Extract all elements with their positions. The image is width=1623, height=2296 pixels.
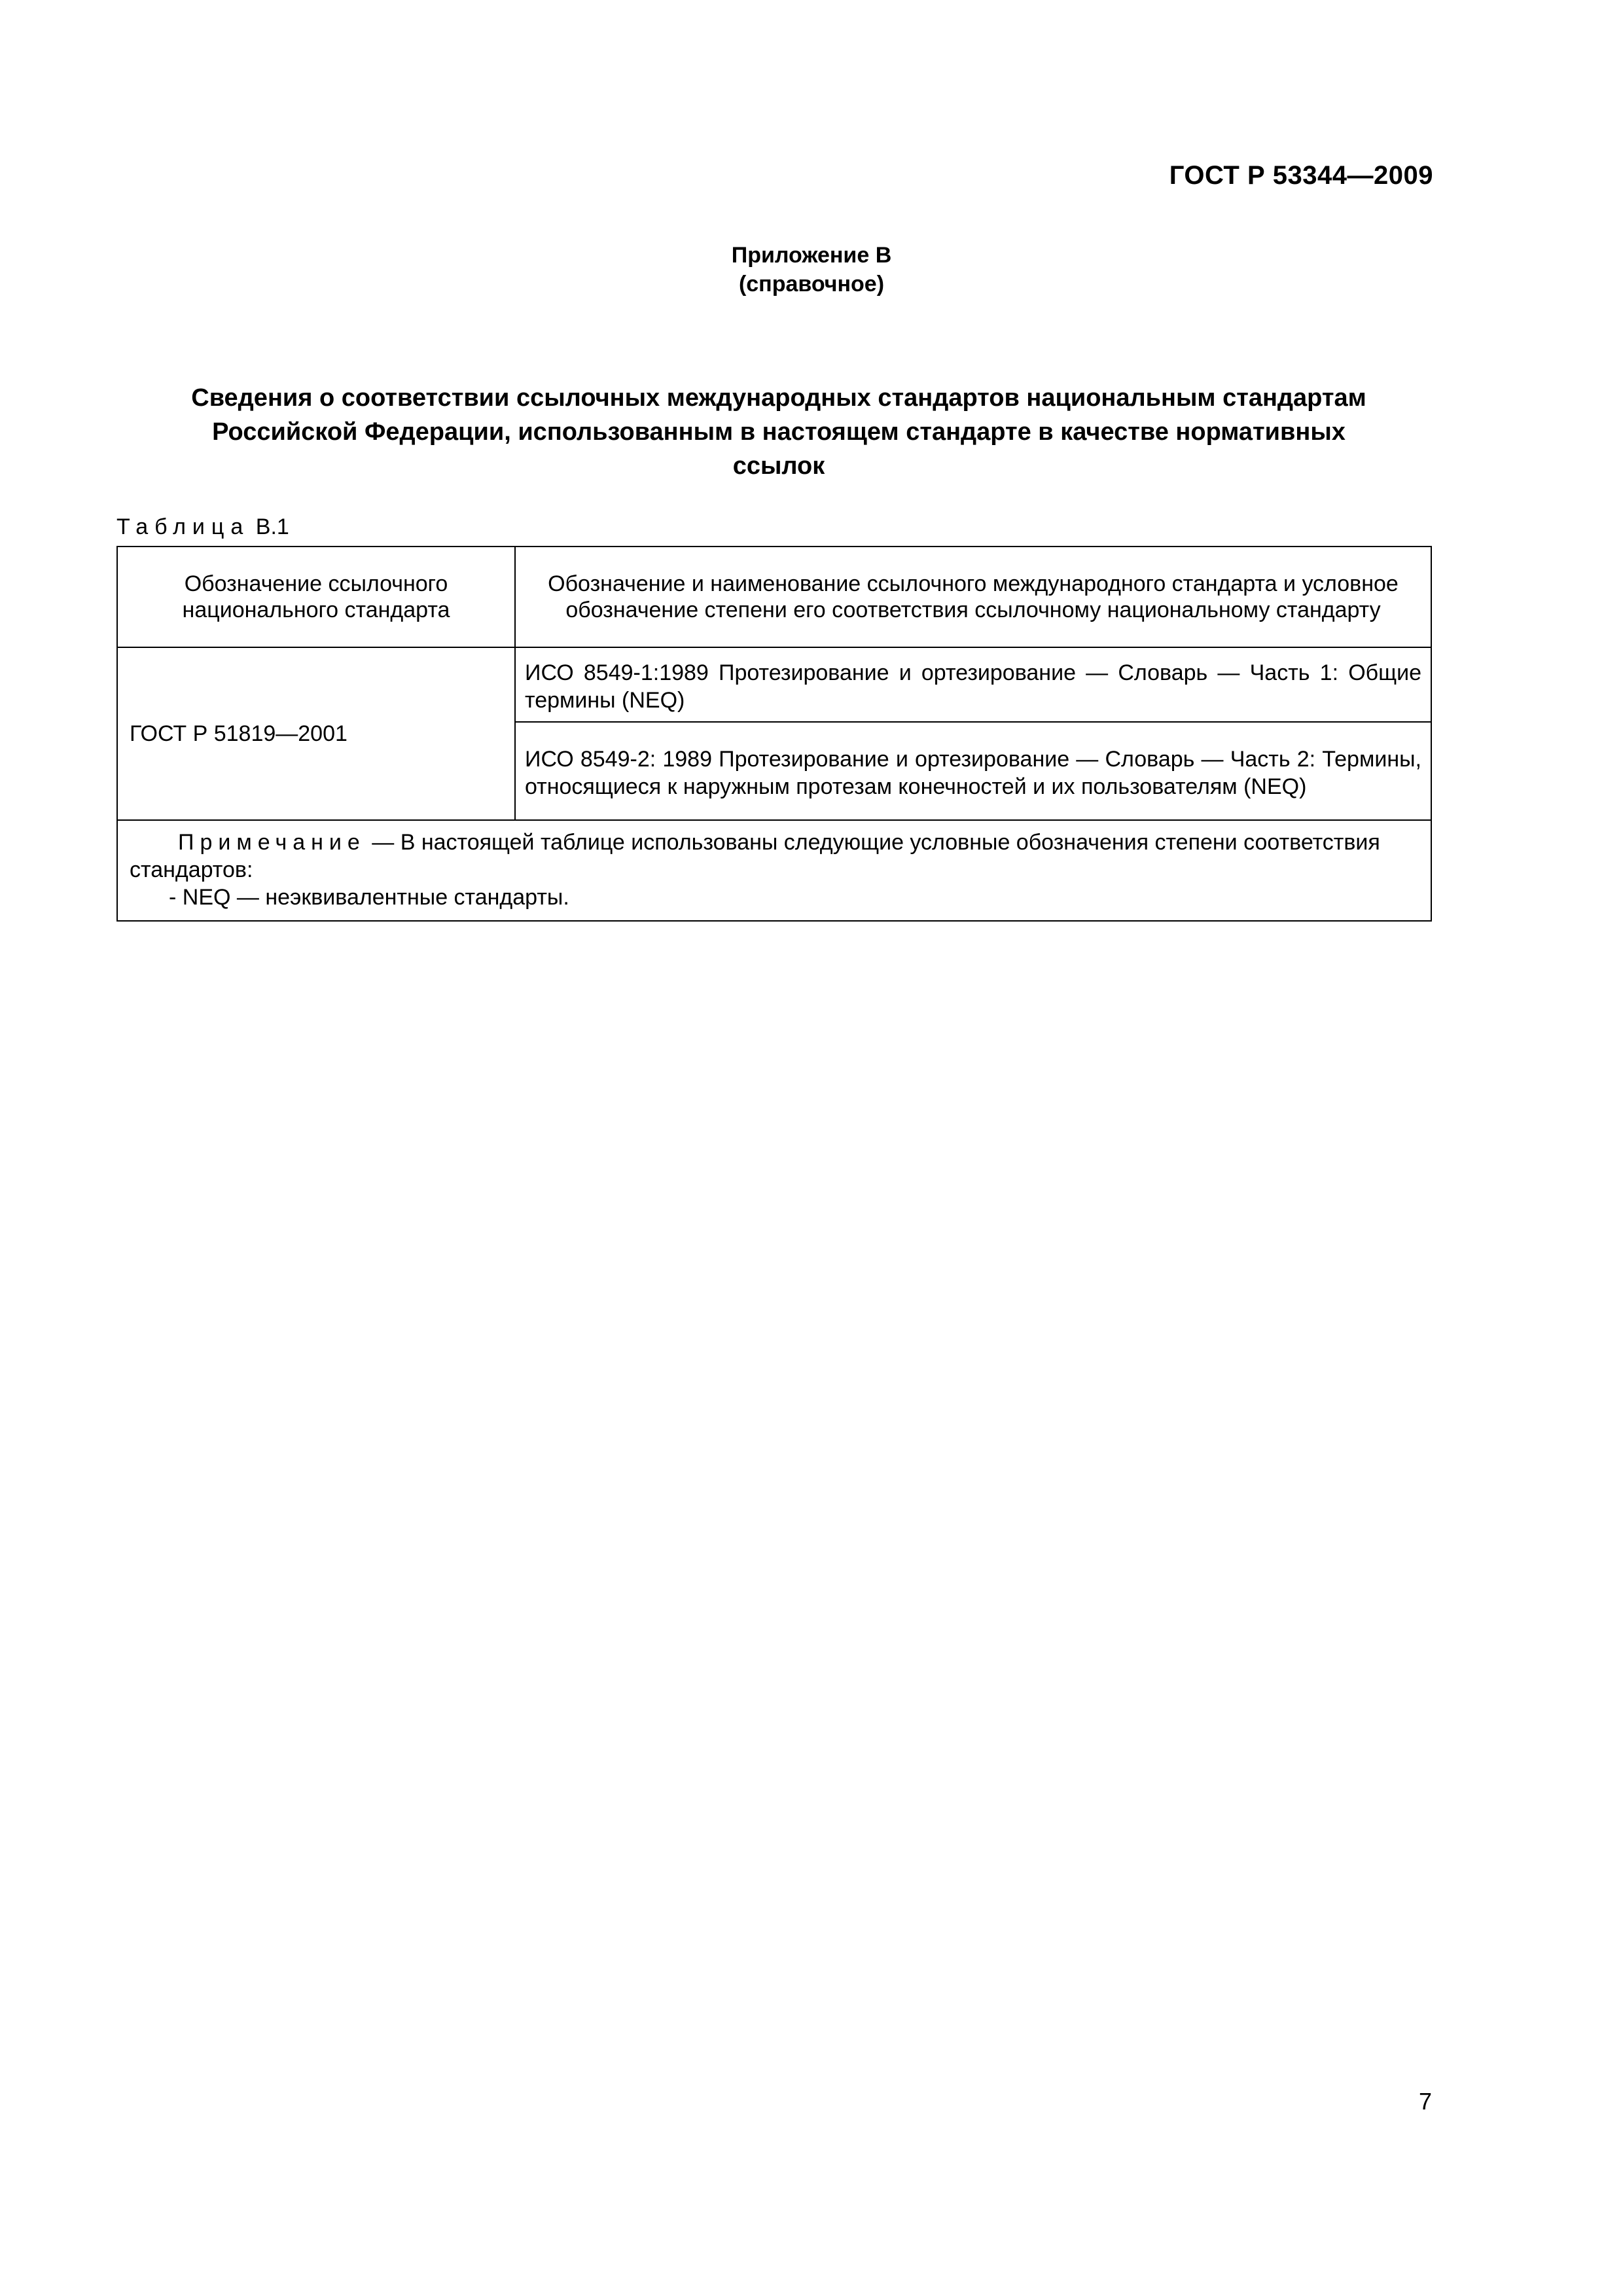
table-header-row	[117, 547, 1431, 647]
section-title-line: Российской Федерации, использованным в настоящем стандарте в качестве нормативных	[212, 418, 1346, 446]
page-number: 7	[1418, 2088, 1432, 2115]
note-item: - NEQ — неэквивалентные стандарты.	[169, 885, 569, 910]
section-title-line: ссылок	[732, 452, 825, 480]
header-cell-international	[515, 547, 1431, 647]
appendix-title: Приложение В	[731, 243, 892, 268]
section-title	[111, 381, 1446, 483]
international-standard-cell: ИСО 8549-2: 1989 Протезирование и ортезирование — Словарь — Часть 2: Термины, относящиеся к наружным протезам конечностей и их пользователям (NEQ)	[515, 722, 1431, 820]
header-line: Обозначение и наименование ссылочного международного стандарта и условное	[548, 571, 1399, 596]
note-text	[130, 829, 1419, 884]
header-cell-national	[117, 547, 515, 647]
section-title-line: Сведения о соответствии ссылочных международных стандартов национальным стандартам	[191, 384, 1366, 412]
table-note-cell	[117, 820, 1431, 921]
table-label-word: Таблица	[116, 514, 250, 539]
note-label: Примечание	[178, 830, 366, 855]
table-label-number: В.1	[255, 514, 289, 539]
table-row	[117, 647, 1431, 722]
appendix-kind: (справочное)	[738, 272, 885, 296]
header-line: обозначение степени его соответствия ссылочному национальному стандарту	[565, 598, 1381, 622]
international-standard-cell: ИСО 8549-1:1989 Протезирование и ортезирование — Словарь — Часть 1: Общие термины (NEQ)	[515, 647, 1431, 722]
correspondence-table	[116, 546, 1432, 922]
document-code: ГОСТ Р 53344—2009	[1169, 161, 1433, 190]
appendix-heading	[0, 241, 1623, 298]
header-line: Обозначение ссылочного	[184, 571, 448, 596]
table-note-row	[117, 820, 1431, 921]
header-line: национального стандарта	[182, 598, 450, 622]
national-standard-cell: ГОСТ Р 51819—2001	[117, 647, 515, 820]
table-label	[116, 514, 289, 540]
note-body: — В настоящей таблице использованы следующие условные обозначения степени соответствия стандартов:	[130, 830, 1380, 882]
